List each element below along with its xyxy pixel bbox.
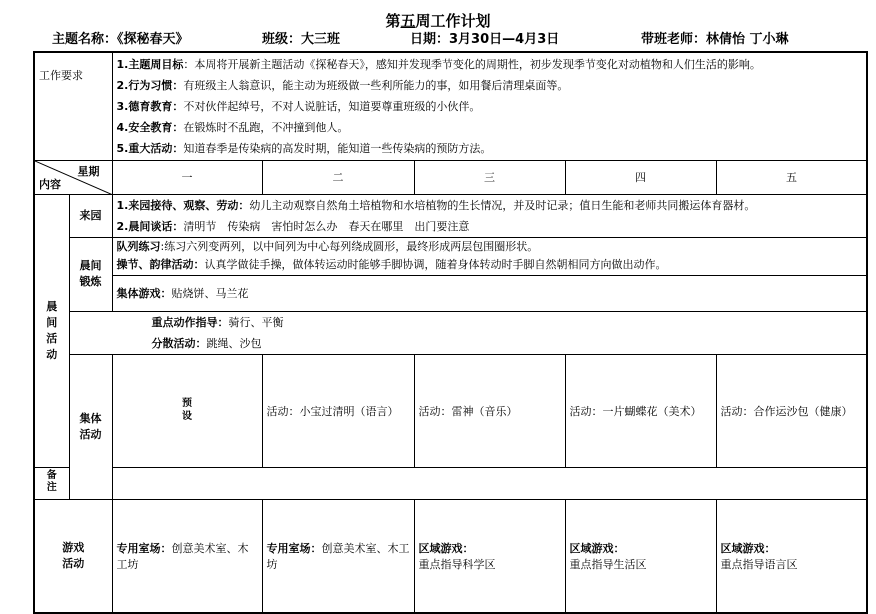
activity-cell: 活动：雷神（音乐） [414, 354, 565, 467]
arrival-content: 1.来园接待、观察、劳动：幼儿主动观察自然角土培植物和水培植物的生长情况，并及时记录；值日生能和老师共同搬运体育器材。 2.晨间谈话：清明节 传染病 害怕时怎么办 春天在哪里 出门要注意 [112, 194, 867, 237]
game-cell: 专用室场：创意美术室、木工坊 [112, 499, 262, 613]
day-header: 五 [716, 160, 867, 194]
week-label: 星期 [77, 164, 100, 178]
theme-field [52, 28, 189, 47]
theme-value: 《探秘春天》 [117, 32, 189, 47]
class-label: 班级： [262, 32, 302, 47]
weekly-plan-table [33, 51, 868, 614]
content-label: 内容 [39, 177, 61, 191]
title-prefix: 第 [385, 12, 401, 30]
activity-cell: 活动：小宝过清明（语言） [262, 354, 414, 467]
work-item: 4.安全教育：在锻炼时不乱跑，不冲撞到他人。 [116, 120, 349, 134]
theme-label: 主题名称： [52, 32, 118, 47]
date-field [410, 28, 559, 47]
date-label: 日期： [410, 32, 450, 47]
date-value: 3月30日—4月3日 [449, 32, 560, 47]
collective-activity-label: 集体活动 [69, 354, 112, 499]
work-item: 5.重大活动：知道春季是传染病的高发时期，能知道一些传染病的预防方法。 [116, 141, 492, 155]
game-cell: 区域游戏： 重点指导语言区 [716, 499, 867, 613]
title-suffix: 周工作计划 [415, 12, 491, 30]
day-header: 四 [565, 160, 716, 194]
work-requirements-content [112, 52, 867, 160]
morning-exercise-label: 晨间锻炼 [69, 237, 112, 311]
diagonal-header-cell [34, 160, 112, 194]
work-item: 2.行为习惯：有班级主人翁意识，能主动为班级做一些利所能力的事，如用餐后清理桌面等。 [116, 78, 569, 92]
arrival-label: 来园 [69, 194, 112, 237]
notes-content [112, 467, 867, 499]
teacher-label: 带班老师： [641, 32, 707, 47]
class-value: 大三班 [301, 32, 341, 47]
group-game-content: 集体游戏：贴烧饼、马兰花 [112, 275, 867, 311]
work-item: 1.主题周目标：本周将开展新主题活动《探秘春天》，感知并发现季节变化的周期性，初步发现季节变化对动植物和人们生活的影响。 [116, 57, 761, 71]
class-field [262, 28, 340, 47]
game-cell: 区域游戏： 重点指导生活区 [565, 499, 716, 613]
game-cell: 专用室场：创意美术室、木工坊 [262, 499, 414, 613]
work-item: 3.德育教育：不对伙伴起绰号，不对人说脏话，知道要尊重班级的小伙伴。 [116, 99, 481, 113]
notes-label: 备注 [34, 467, 69, 499]
game-activity-label: 游戏活动 [34, 499, 112, 613]
day-header: 三 [414, 160, 565, 194]
day-header: 二 [262, 160, 414, 194]
day-header: 一 [112, 160, 262, 194]
exercise-drill-content: 队列练习:练习六列变两列，以中间列为中心每列绕成圆形，最终形成两层包围圈形状。 操节、韵律活动：认真学做徒手操，做体转运动时能够手脚协调，随着身体转动时手脚自然朝相同方向做出动作。 [112, 237, 867, 275]
activity-cell: 活动：合作运沙包（健康） [716, 354, 867, 467]
morning-activity-label: 晨间活动 [34, 194, 69, 467]
preset-label: 预设 [112, 354, 262, 467]
teacher-value: 林倩怡 丁小琳 [706, 32, 789, 47]
activity-cell: 活动：一片蝴蝶花（美术） [565, 354, 716, 467]
game-cell: 区域游戏： 重点指导科学区 [414, 499, 565, 613]
title-week: 五 [400, 12, 416, 30]
key-action-content: 重点动作指导：骑行、平衡 分散活动：跳绳、沙包 [69, 311, 867, 354]
work-requirements-label: 工作要求 [34, 52, 112, 160]
teacher-field [641, 28, 789, 47]
